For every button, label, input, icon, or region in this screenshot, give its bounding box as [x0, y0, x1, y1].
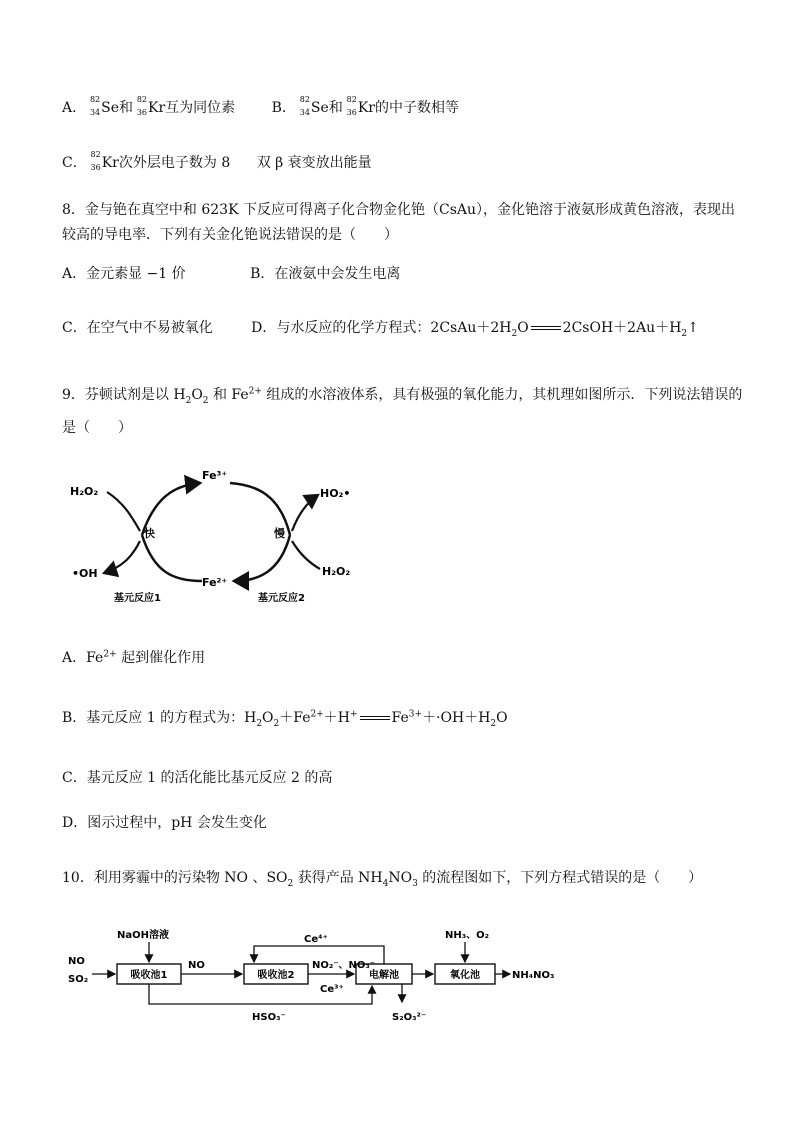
ce3-label: Ce³⁺ [320, 984, 344, 995]
q8-row-cd [62, 318, 699, 338]
q8-stem-line1: 8．金与铯在真空中和 623K 下反应可得离子化合物金化铯（CsAu），金化铯溶于液氨形成黄色溶液，表现出 [62, 202, 736, 218]
q10-stem: 10．利用雾霾中的污染物 NO 、$SO_2$ 获得产品 $NH_4NO_3$ 的流程图如下，下列方程式错误的是（ ） [62, 870, 703, 889]
q8-option-a[interactable]: A．金元素显 −1 价 [62, 266, 186, 282]
q8-row-ab [62, 264, 400, 284]
input-no-label: NO [68, 956, 85, 967]
q9-stem-line1: 9．芬顿试剂是以 $H_2O_2$ 和 $Fe^{2+}$ 组成的水溶液体系，具有极强的氧化能力，其机理如图所示．下列说法错误的 [62, 386, 743, 406]
label-h2o2-right: H₂O₂ [322, 565, 351, 578]
label-fe2: Fe²⁺ [202, 576, 228, 589]
box3-label: 电解池 [369, 970, 399, 981]
box4-label: 氧化池 [450, 970, 480, 981]
q7-option-d[interactable]: 双 β 衰变放出能量 [256, 155, 372, 171]
q7-row-cd [62, 150, 372, 173]
arc-bottom-right [234, 535, 290, 581]
arrow-h2o2-in-left [107, 492, 140, 531]
label-ho2: HO₂• [320, 487, 351, 500]
q7-row-ab [62, 95, 459, 118]
input-so2-label: SO₂ [68, 974, 89, 985]
product-label: NH₄NO₃ [512, 970, 555, 981]
q7-option-b[interactable]: B． 82 34 Se和 82 36 Kr的中子数相等 [271, 95, 459, 117]
ce4-label: Ce⁴⁺ [304, 934, 328, 945]
label-slow: 慢 [274, 527, 285, 540]
q7-option-c[interactable]: C． 82 36 Kr次外层电子数为 8 [62, 150, 231, 172]
equals-sign [360, 716, 390, 720]
arc-bottom-left [142, 535, 202, 581]
s2o3-label: S₂O₃²⁻ [392, 1012, 427, 1023]
q8-stem-line2: 较高的导电率．下列有关金化铯说法错误的是（ ） [62, 227, 398, 243]
fenton-mechanism-diagram [62, 465, 372, 605]
nuclide-kr: 82 36 [90, 150, 101, 172]
q8-option-b[interactable]: B．在液氨中会发生电离 [250, 266, 401, 282]
q9-option-c[interactable]: C．基元反应 1 的活化能比基元反应 2 的高 [62, 770, 333, 786]
label-fast: 快 [144, 527, 155, 540]
q9-option-b[interactable]: B．基元反应 1 的方程式为：$H_2O_2+Fe^{2+}+H^+$ $Fe^{3+}+\cdot OH+H_2O$ [62, 709, 508, 729]
nuclide-kr: 82 36 [346, 95, 357, 117]
q7-option-a[interactable]: A． 82 34 Se和 82 36 Kr互为同位素 [62, 95, 236, 117]
q9-option-a[interactable]: A．$Fe^{2+}$ 起到催化作用 [62, 649, 206, 666]
no-label: NO [188, 960, 205, 971]
equals-sign [531, 326, 561, 330]
q8-option-c[interactable]: C．在空气中不易被氧化 [62, 320, 213, 336]
q8-option-d[interactable]: D．与水反应的化学方程式：$2CsAu+2H_2O$ $2CsOH+2Au+H_2↑$ [251, 320, 699, 339]
q9-option-d[interactable]: D．图示过程中，pH 会发生变化 [62, 815, 267, 831]
nh3-o2-label: NH₃、O₂ [445, 930, 489, 941]
label-fe3: Fe³⁺ [202, 469, 228, 482]
arrow-ho2-out [292, 495, 318, 531]
label-oh: •OH [72, 567, 98, 580]
q9-stem-line2: 是（ ） [62, 420, 132, 436]
label-reaction1: 基元反应1 [114, 593, 161, 604]
naoh-label: NaOH溶液 [117, 930, 169, 941]
no2-no3-label: NO₂⁻、NO₃⁻ [312, 960, 376, 971]
label-h2o2-left: H₂O₂ [70, 485, 99, 498]
nuclide-se: 82 34 [89, 95, 101, 117]
arrow-oh-out [104, 541, 140, 573]
nh4no3-flow-chart [62, 918, 592, 1030]
box1-label: 吸收池1 [130, 970, 168, 981]
box2-label: 吸收池2 [257, 970, 295, 981]
hso3-label: HSO₃⁻ [252, 1012, 286, 1023]
nuclide-se: 82 34 [299, 95, 310, 117]
label-reaction2: 基元反应2 [258, 593, 305, 604]
arrow-h2o2-in-right [292, 541, 320, 569]
nuclide-kr: 82 36 [136, 95, 148, 117]
